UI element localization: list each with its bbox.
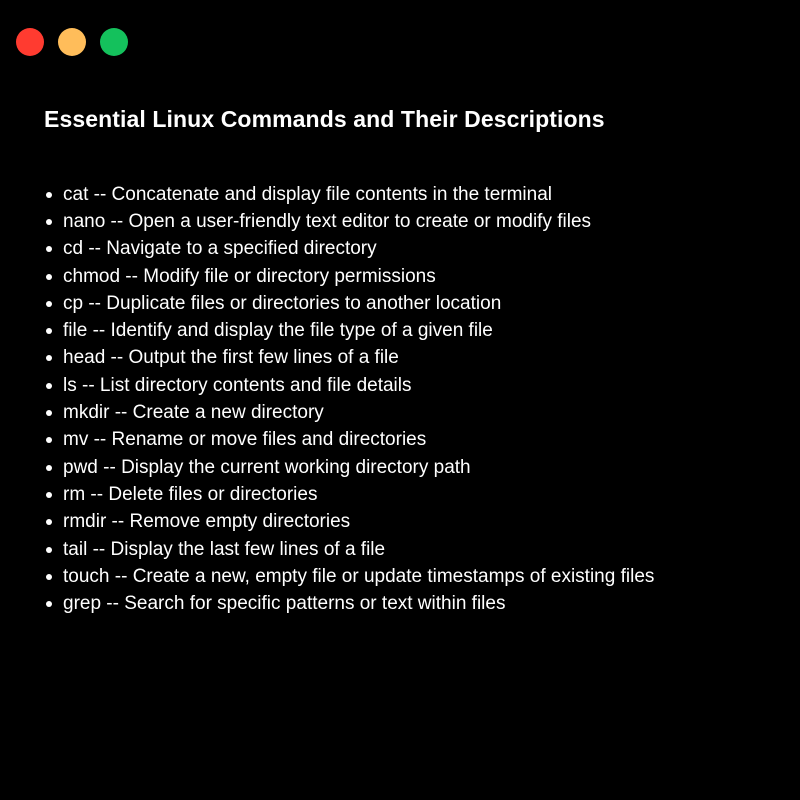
list-item: [44, 236, 654, 263]
command-text: touch -- Create a new, empty file or update timestamps of existing files: [63, 565, 655, 587]
bullet-icon: [46, 519, 52, 525]
command-text: chmod -- Modify file or directory permissions: [63, 265, 436, 287]
close-button[interactable]: [16, 28, 44, 56]
command-text: head -- Output the first few lines of a file: [63, 347, 399, 369]
bullet-icon: [46, 301, 52, 307]
command-text: file -- Identify and display the file type of a given file: [63, 320, 493, 342]
bullet-icon: [46, 547, 52, 553]
command-text: cp -- Duplicate files or directories to another location: [63, 292, 502, 314]
list-item: [44, 427, 654, 454]
command-text: mv -- Rename or move files and directories: [63, 429, 427, 451]
list-item: [44, 454, 654, 481]
command-text: cat -- Concatenate and display file contents in the terminal: [63, 183, 552, 205]
bullet-icon: [46, 574, 52, 580]
bullet-icon: [46, 492, 52, 498]
list-item: [44, 181, 654, 208]
bullet-icon: [46, 410, 52, 416]
command-text: mkdir -- Create a new directory: [63, 402, 324, 424]
bullet-icon: [46, 219, 52, 225]
command-text: rm -- Delete files or directories: [63, 483, 318, 505]
command-list: [44, 181, 654, 618]
list-item: [44, 317, 654, 344]
list-item: [44, 399, 654, 426]
command-text: rmdir -- Remove empty directories: [63, 511, 351, 533]
list-item: [44, 290, 654, 317]
list-item: [44, 345, 654, 372]
maximize-button[interactable]: [100, 28, 128, 56]
bullet-icon: [46, 274, 52, 280]
bullet-icon: [46, 355, 52, 361]
command-text: nano -- Open a user-friendly text editor to create or modify files: [63, 210, 592, 232]
list-item: [44, 563, 654, 590]
list-item: [44, 263, 654, 290]
bullet-icon: [46, 383, 52, 389]
list-item: [44, 372, 654, 399]
bullet-icon: [46, 328, 52, 334]
bullet-icon: [46, 246, 52, 252]
list-item: [44, 536, 654, 563]
command-text: ls -- List directory contents and file details: [63, 374, 412, 396]
window-controls: [16, 28, 128, 56]
bullet-icon: [46, 465, 52, 471]
list-item: [44, 208, 654, 235]
minimize-button[interactable]: [58, 28, 86, 56]
command-text: tail -- Display the last few lines of a file: [63, 538, 386, 560]
list-item: [44, 509, 654, 536]
list-item: [44, 590, 654, 617]
bullet-icon: [46, 192, 52, 198]
command-text: pwd -- Display the current working directory path: [63, 456, 471, 478]
command-text: grep -- Search for specific patterns or text within files: [63, 593, 506, 615]
page-title: Essential Linux Commands and Their Descriptions: [44, 106, 605, 132]
bullet-icon: [46, 437, 52, 443]
bullet-icon: [46, 601, 52, 607]
command-text: cd -- Navigate to a specified directory: [63, 238, 377, 260]
list-item: [44, 481, 654, 508]
